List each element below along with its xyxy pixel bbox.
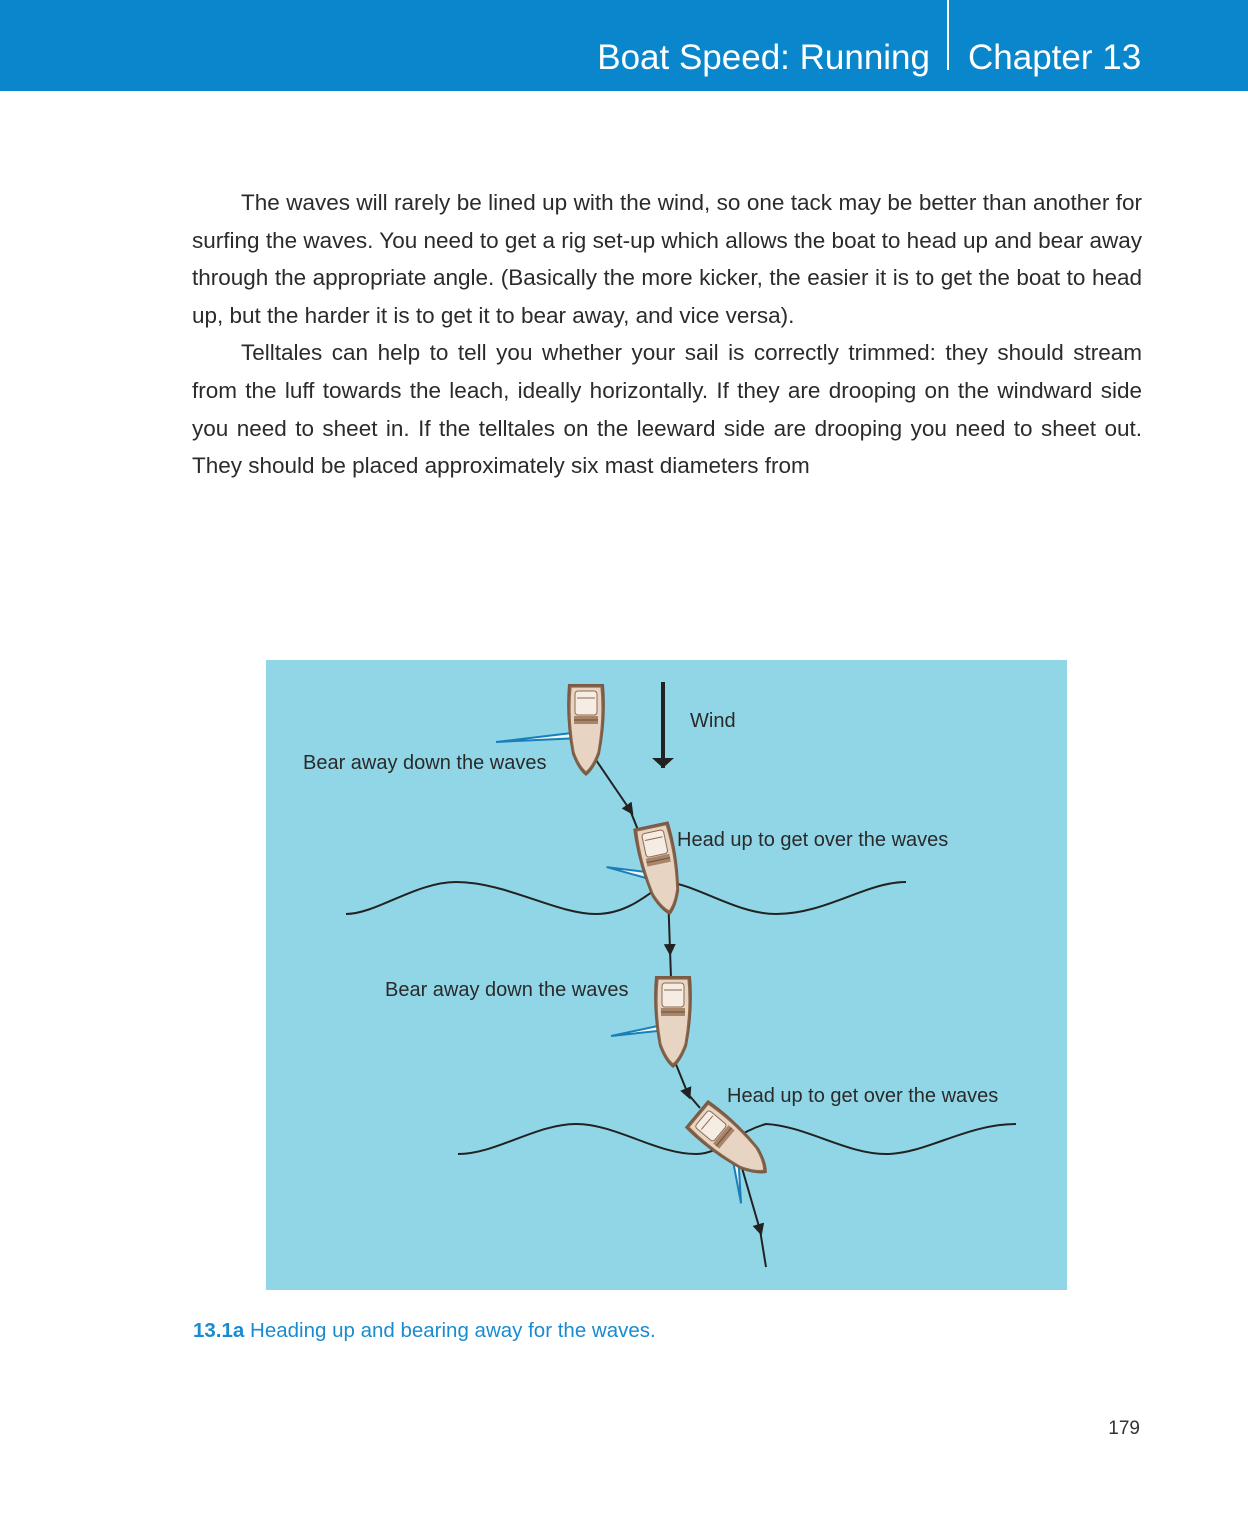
header-divider xyxy=(947,0,949,70)
chapter-label: Chapter 13 xyxy=(968,38,1142,77)
label-head-up-1: Head up to get over the waves xyxy=(677,829,949,851)
label-bear-away-2: Bear away down the waves xyxy=(385,979,629,1001)
body-text xyxy=(192,184,1142,485)
paragraph: The waves will rarely be lined up with the wind, so one tack may be better than another for surfing the waves. You need to get a rig set-up which allows the boat to head up and bear away through the appropriate angle. (Basically the more kicker, the easier it is to get the boat to head up, but the harder it is to get it to bear away, and vice versa). xyxy=(192,190,1142,328)
caption-number: 13.1a xyxy=(193,1319,245,1342)
figure-caption xyxy=(193,1318,656,1344)
caption-text: Heading up and bearing away for the waves. xyxy=(250,1319,656,1342)
wind-label: Wind xyxy=(690,710,736,732)
figure-diagram xyxy=(266,660,1067,1290)
label-head-up-2: Head up to get over the waves xyxy=(727,1085,999,1107)
paragraph: Telltales can help to tell you whether your sail is correctly trimmed: they should stream from the luff towards the leach, ideally horizontally. If they are drooping on the windward side you need to sheet in. If the telltales on the leeward side are drooping you need to sheet out. They should be placed approximately six mast diameters from xyxy=(192,340,1142,479)
page-number: 179 xyxy=(1108,1418,1140,1439)
label-bear-away-1: Bear away down the waves xyxy=(303,752,547,774)
section-title: Boat Speed: Running xyxy=(597,38,930,77)
header-band xyxy=(0,0,1248,91)
